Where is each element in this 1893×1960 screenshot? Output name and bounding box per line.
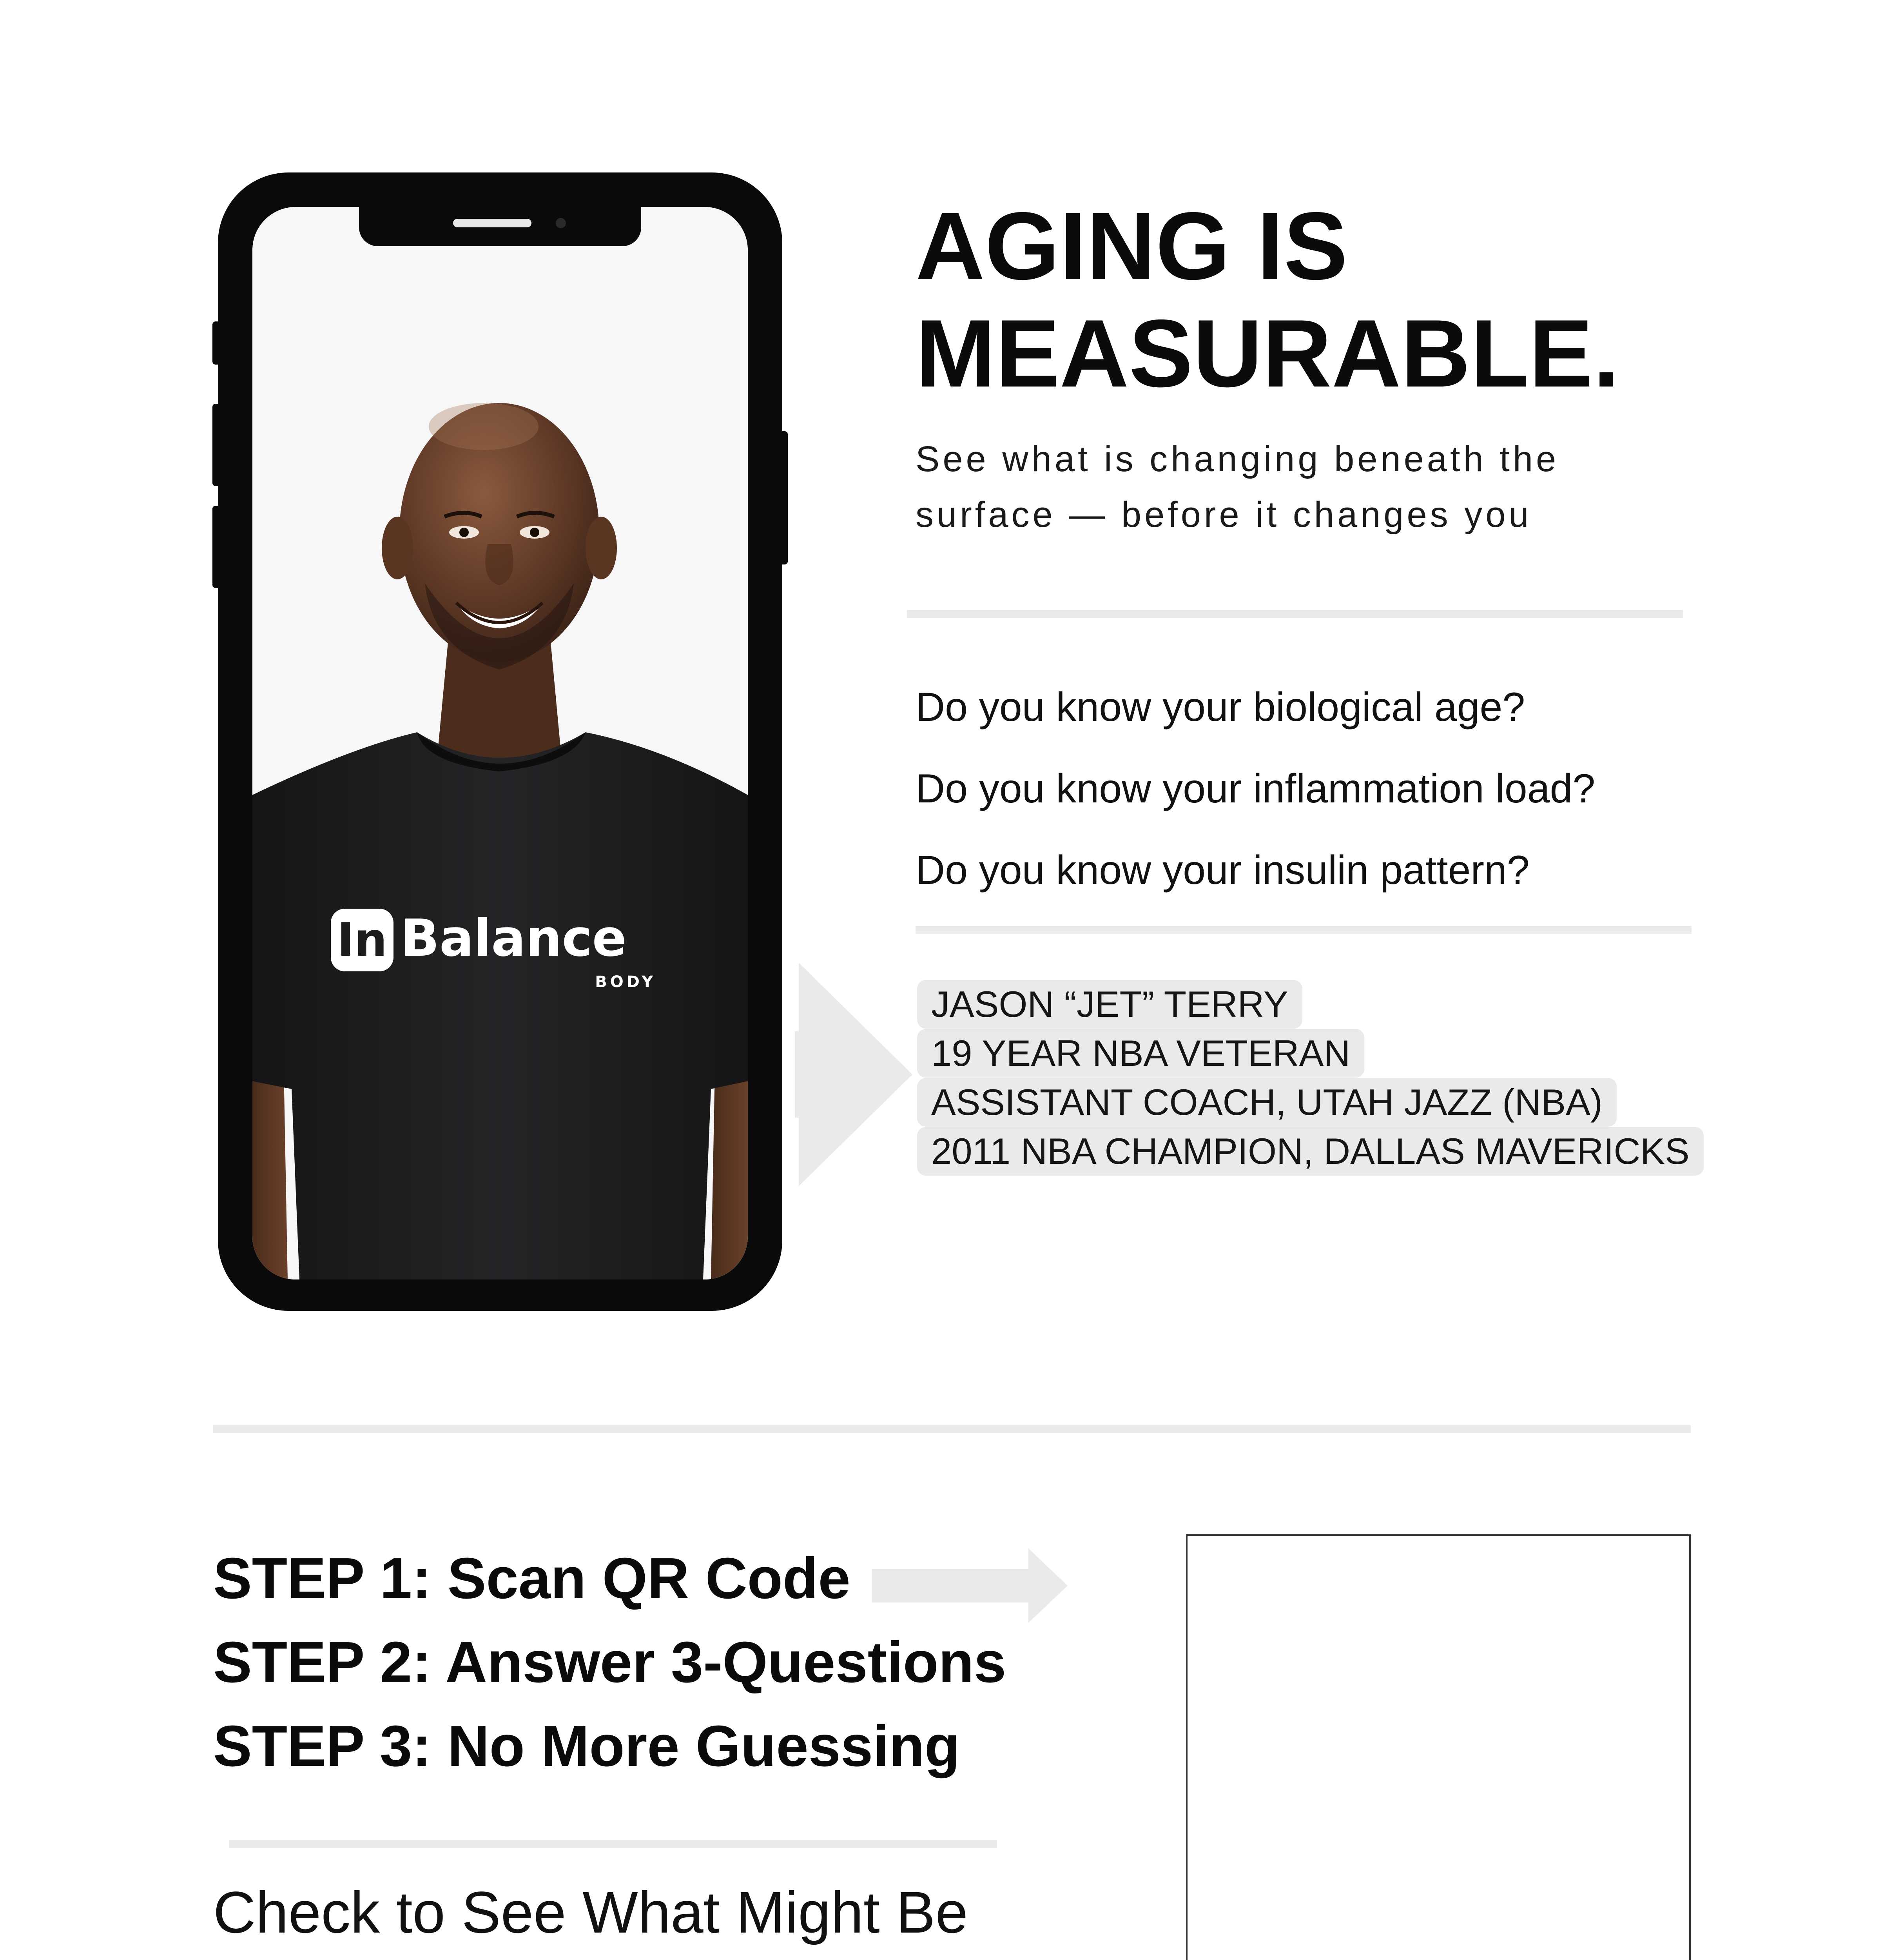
divider-middle — [916, 926, 1692, 934]
phone-notch — [359, 207, 641, 246]
headline-line-1: AGING IS — [916, 192, 1348, 299]
step-item: STEP 2: Answer 3-Questions — [213, 1630, 1006, 1695]
credential-item: ASSISTANT COACH, UTAH JAZZ (NBA) — [917, 1078, 1617, 1127]
phone-volume-down-button — [212, 506, 221, 588]
arrow-right-icon — [872, 1548, 1068, 1623]
headline — [916, 192, 1817, 407]
subheadline-line-2: surface — before it changes you — [916, 495, 1532, 535]
question-list — [916, 666, 1739, 911]
credential-item: 2011 NBA CHAMPION, DALLAS MAVERICKS — [917, 1127, 1704, 1176]
subheadline-line-1: See what is changing beneath the — [916, 439, 1559, 479]
shirt-logo-sub: BODY — [595, 973, 656, 991]
headline-line-2: MEASURABLE. — [916, 299, 1620, 407]
phone-power-button — [779, 431, 788, 564]
step-item: STEP 1: Scan QR Code — [213, 1546, 850, 1611]
divider-top — [907, 610, 1683, 618]
phone-volume-up-button — [212, 404, 221, 486]
credential-name: JASON “JET” TERRY — [917, 980, 1302, 1029]
divider-section — [213, 1425, 1691, 1433]
shirt-logo-mark: In — [337, 913, 387, 967]
divider-steps — [229, 1840, 997, 1848]
spokesperson-photo — [252, 207, 748, 1279]
call-to-action — [213, 1870, 1193, 1960]
question-item: Do you know your biological age? — [916, 684, 1525, 730]
phone-mute-switch — [212, 321, 221, 365]
question-item: Do you know your inflammation load? — [916, 766, 1596, 811]
shirt-logo-word: Balance — [401, 908, 627, 968]
subheadline — [916, 431, 1739, 543]
credentials-block — [917, 980, 1704, 1176]
phone-camera — [556, 218, 566, 228]
phone-speaker — [453, 219, 531, 227]
qr-code-placeholder[interactable] — [1186, 1534, 1691, 1960]
cta-line-1: Check to See What Might Be — [213, 1879, 968, 1945]
credential-item: 19 YEAR NBA VETERAN — [917, 1029, 1364, 1078]
phone-mockup — [218, 172, 782, 1311]
step-item: STEP 3: No More Guessing — [213, 1714, 960, 1779]
question-item: Do you know your insulin pattern? — [916, 848, 1530, 893]
arrow-right-icon — [795, 963, 912, 1186]
phone-screen — [252, 207, 748, 1279]
